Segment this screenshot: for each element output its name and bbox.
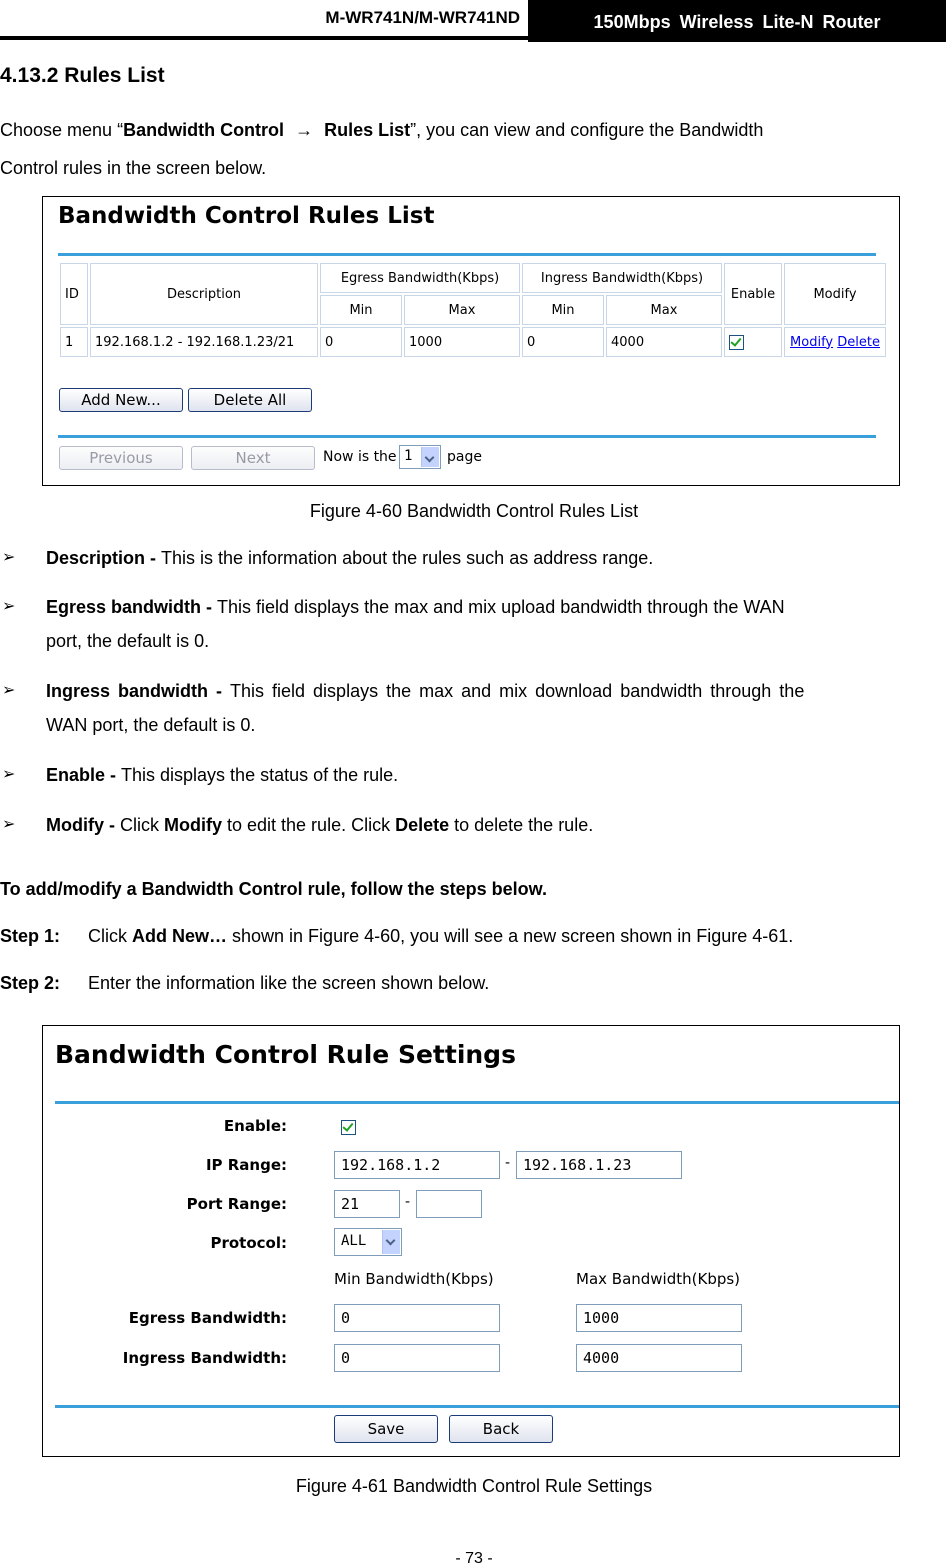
menu-arrow: → (295, 120, 314, 140)
col-modify: Modify (784, 263, 886, 325)
page-select-value: 1 (404, 448, 413, 464)
table-row: 1 192.168.1.2 - 192.168.1.23/21 0 1000 0 4000 Modify Delete (60, 327, 886, 357)
col-egress: Egress Bandwidth(Kbps) (320, 263, 520, 293)
rules-table (58, 261, 888, 359)
chevron-down-icon (382, 1230, 400, 1254)
protocol-value: ALL (341, 1233, 367, 1249)
top-divider (58, 253, 876, 256)
page-suffix: page (447, 449, 482, 465)
bottom-divider (55, 1405, 900, 1408)
port-start-input[interactable]: 21 (334, 1190, 400, 1218)
intro-paragraph: Choose menu “Bandwidth Control → Rules List”, you can view and configure the Bandwidth (0, 120, 764, 140)
rules-list-title: Bandwidth Control Rules List (58, 203, 435, 229)
step-1: Step 1: Click Add New… shown in Figure 4-60, you will see a new screen shown in Figure 4-61. (0, 926, 794, 946)
figure1-caption: Figure 4-60 Bandwidth Control Rules List (309, 501, 639, 521)
rules-list-screenshot (42, 196, 900, 486)
chevron-down-icon (421, 447, 439, 467)
save-button[interactable]: Save (334, 1415, 438, 1443)
ip-dash: - (505, 1155, 511, 1171)
bullet-arrow-icon: ➢ (2, 766, 16, 783)
port-end-input[interactable] (416, 1190, 482, 1218)
col-ingress-max: Max (606, 295, 722, 325)
bottom-divider (58, 435, 876, 438)
figure2-caption: Figure 4-61 Bandwidth Control Rule Settings (295, 1476, 653, 1496)
add-new-button[interactable]: Add New... (59, 388, 183, 412)
ip-start-input[interactable]: 192.168.1.2 (334, 1151, 500, 1179)
next-button[interactable]: Next (191, 446, 315, 470)
col-ingress: Ingress Bandwidth(Kbps) (522, 263, 722, 293)
rule-settings-screenshot (42, 1025, 900, 1457)
section-name: Rules List (64, 64, 165, 87)
col-description: Description (90, 263, 318, 325)
menu-path-1: Bandwidth Control (123, 120, 285, 140)
port-range-label: Port Range: (186, 1195, 287, 1213)
page-prefix: Now is the (323, 449, 397, 465)
col-enable: Enable (724, 263, 782, 325)
max-bandwidth-header: Max Bandwidth(Kbps) (576, 1270, 741, 1288)
modify-link[interactable]: Modify (790, 334, 834, 350)
col-egress-min: Min (320, 295, 402, 325)
steps-heading: To add/modify a Bandwidth Control rule, follow the steps below. (0, 879, 548, 899)
egress-label: Egress Bandwidth: (128, 1309, 287, 1327)
bullet-arrow-icon: ➢ (2, 598, 16, 615)
bullet-arrow-icon: ➢ (2, 549, 16, 566)
rule-settings-title: Bandwidth Control Rule Settings (55, 1040, 516, 1069)
section-title (0, 66, 165, 86)
section-number: 4.13.2 (0, 64, 59, 87)
ip-range-label: IP Range: (205, 1156, 287, 1174)
egress-min-input[interactable]: 0 (334, 1304, 500, 1332)
col-id: ID (60, 263, 88, 325)
intro-line-2: Control rules in the screen below. (0, 158, 267, 178)
delete-all-button[interactable]: Delete All (188, 388, 312, 412)
back-button[interactable]: Back (449, 1415, 553, 1443)
step-2: Step 2: Enter the information like the screen shown below. (0, 973, 490, 993)
page-number: - 73 - (455, 1550, 493, 1567)
bullet-arrow-icon: ➢ (2, 816, 16, 833)
port-dash: - (405, 1194, 411, 1210)
ingress-min-input[interactable]: 0 (334, 1344, 500, 1372)
ingress-label: Ingress Bandwidth: (122, 1349, 287, 1367)
page-select[interactable] (399, 445, 441, 469)
previous-button[interactable]: Previous (59, 446, 183, 470)
header-model: M-WR741N/M-WR741ND (0, 0, 528, 40)
enable-checkbox[interactable] (341, 1120, 356, 1135)
protocol-select[interactable] (334, 1228, 402, 1256)
protocol-label: Protocol: (210, 1234, 287, 1252)
enable-checkbox[interactable] (729, 335, 744, 350)
col-egress-max: Max (404, 295, 520, 325)
top-divider (55, 1101, 900, 1104)
menu-path-2: Rules List (324, 120, 411, 140)
min-bandwidth-header: Min Bandwidth(Kbps) (334, 1270, 494, 1288)
ip-end-input[interactable]: 192.168.1.23 (516, 1151, 682, 1179)
delete-link[interactable]: Delete (837, 334, 880, 350)
header-product: 150Mbps Wireless Lite-N Router (528, 0, 946, 42)
col-ingress-min: Min (522, 295, 604, 325)
ingress-max-input[interactable]: 4000 (576, 1344, 742, 1372)
bullet-arrow-icon: ➢ (2, 682, 16, 699)
enable-label: Enable: (223, 1117, 287, 1135)
egress-max-input[interactable]: 1000 (576, 1304, 742, 1332)
